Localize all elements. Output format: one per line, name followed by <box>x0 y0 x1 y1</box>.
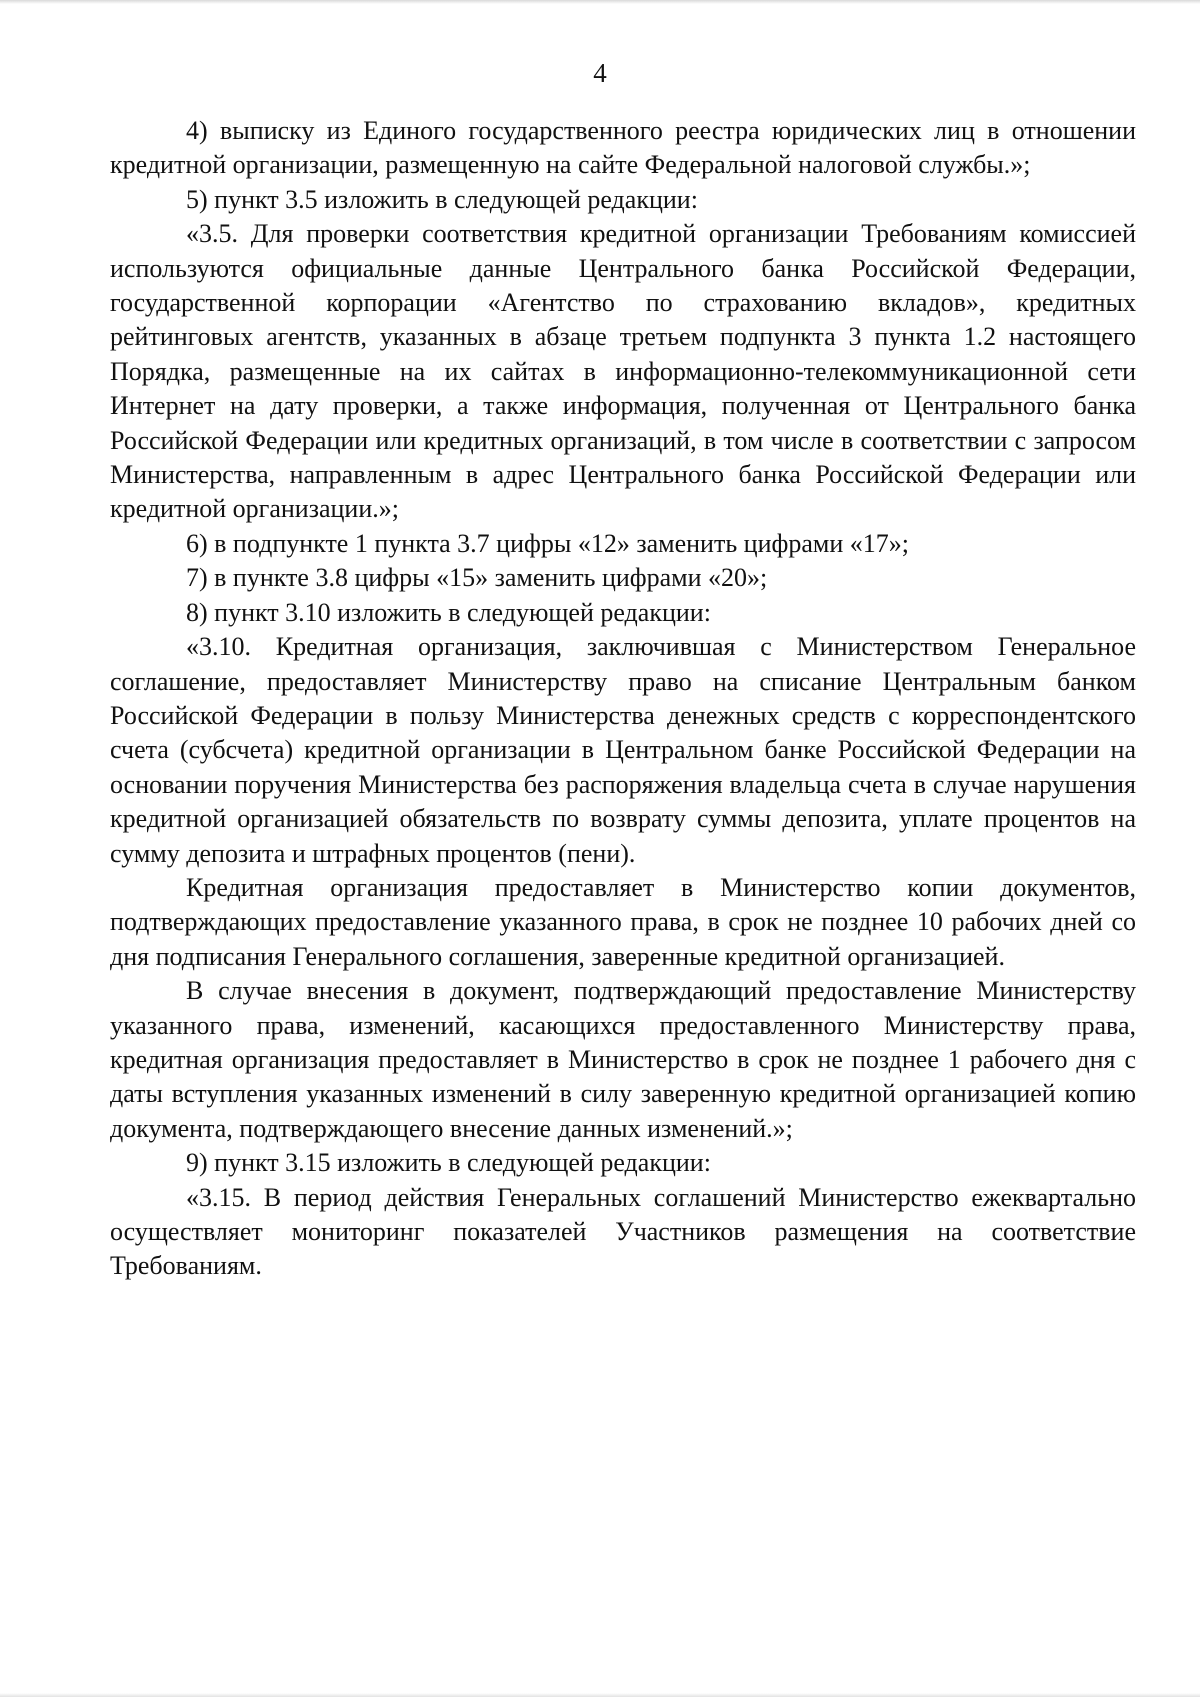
page-number: 4 <box>593 58 607 88</box>
paragraph-clause-3-5: «3.5. Для проверки соответствия кредитной организации Требованиям комиссией используются официальные данные Центрального банка Российской Федерации, государственной корпорации «Агентство по страхованию вкладов», кредитных рейтинговых агентств, указанных в абзаце третьем подпункта 3 пункта 1.2 настоящего Порядка, размещенные на их сайтах в информационно-телекоммуникационной сети Интернет на дату проверки, а также информация, полученная от Центрального банка Российской Федерации или кредитных организаций, в том числе в соответствии с запросом Министерства, направленным в адрес Центрального банка Российской Федерации или кредитной организации.»; <box>110 219 1136 524</box>
paragraph-item-6: 6) в подпункте 1 пункта 3.7 цифры «12» заменить цифрами «17»; <box>186 528 909 558</box>
paragraph-copies-documents: Кредитная организация предоставляет в Министерство копии документов, подтверждающих предоставление указанного права, в срок не позднее 10 рабочих дней со дня подписания Генерального соглашения, заверенные кредитной организацией. <box>110 872 1136 971</box>
document-body <box>110 114 1136 1284</box>
paragraph-item-5: 5) пункт 3.5 изложить в следующей редакции: <box>186 184 698 214</box>
paragraph-item-9: 9) пункт 3.15 изложить в следующей редакции: <box>186 1148 711 1178</box>
scan-edge-top <box>0 0 1200 4</box>
paragraph-item-7: 7) в пункте 3.8 цифры «15» заменить цифрами «20»; <box>186 563 768 593</box>
paragraph-changes-case: В случае внесения в документ, подтверждающий предоставление Министерству указанного права, изменений, касающихся предоставленного Министерству права, кредитная организация предоставляет в Министерство в срок не позднее 1 рабочего дня с даты вступления указанных изменений в силу заверенную кредитной организацией копию документа, подтверждающего внесение данных изменений.»; <box>110 976 1136 1143</box>
paragraph-item-8: 8) пункт 3.10 изложить в следующей редакции: <box>186 597 711 627</box>
paragraph-clause-3-15: «3.15. В период действия Генеральных соглашений Министерство ежеквартально осуществляет мониторинг показателей Участников размещения на соответствие Требованиям. <box>110 1182 1136 1281</box>
scan-edge-bottom <box>0 1693 1200 1697</box>
paragraph-item-4: 4) выписку из Единого государственного реестра юридических лиц в отношении кредитной организации, размещенную на сайте Федеральной налоговой службы.»; <box>110 116 1136 180</box>
paragraph-clause-3-10: «3.10. Кредитная организация, заключившая с Министерством Генеральное соглашение, предоставляет Министерству право на списание Центральным банком Российской Федерации в пользу Министерства денежных средств с корреспондентского счета (субсчета) кредитной организации в Центральном банке Российской Федерации на основании поручения Министерства без распоряжения владельца счета в случае нарушения кредитной организацией обязательств по возврату суммы депозита, уплате процентов на сумму депозита и штрафных процентов (пени). <box>110 632 1136 868</box>
